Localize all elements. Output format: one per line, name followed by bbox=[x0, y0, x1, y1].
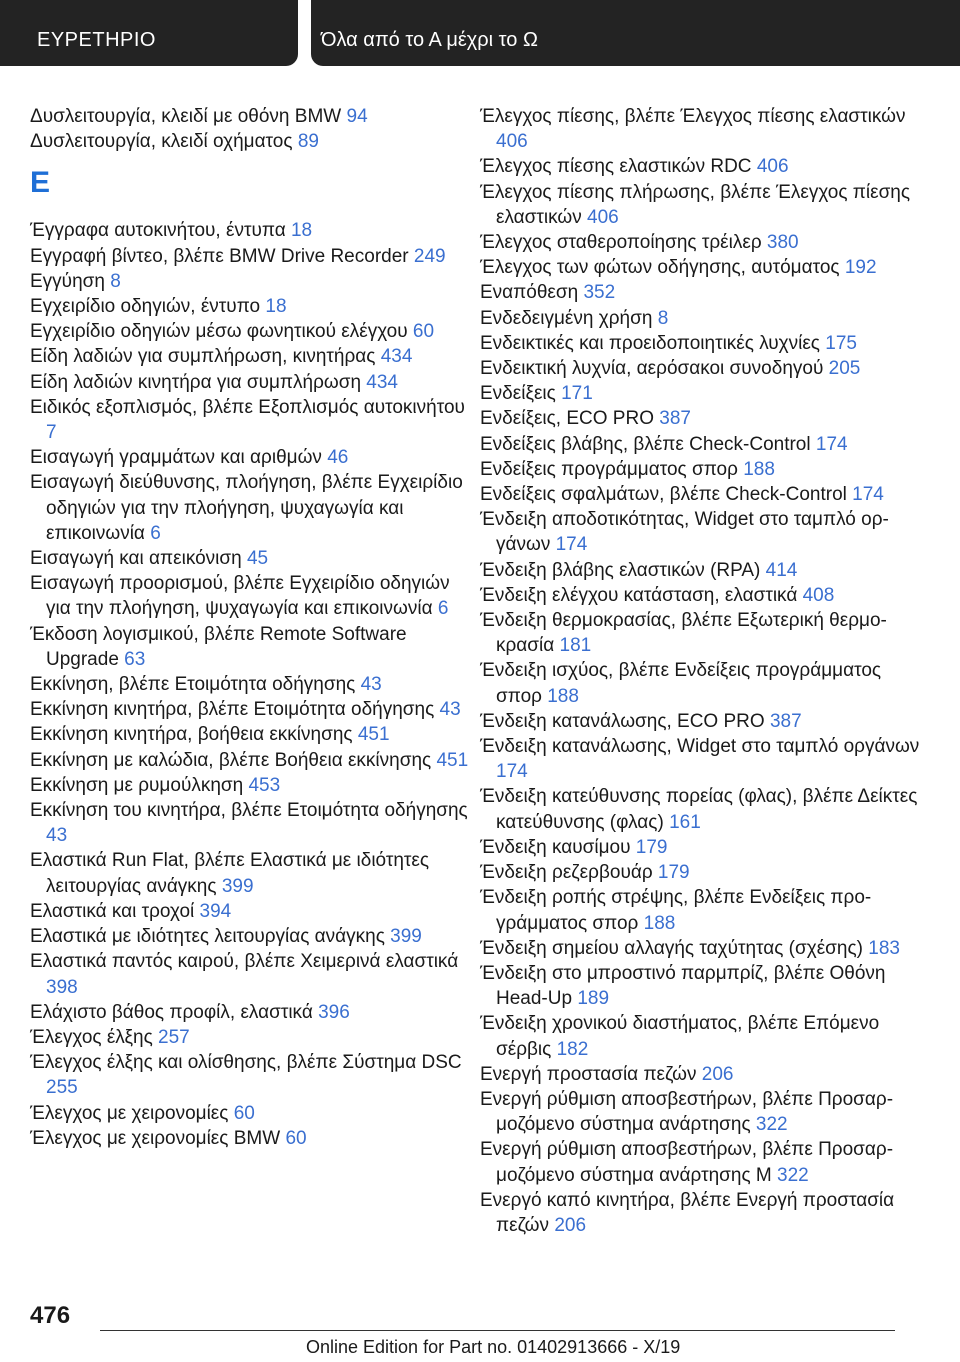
index-entry bbox=[480, 784, 930, 834]
index-page-link[interactable]: 7 bbox=[46, 422, 57, 444]
index-entry bbox=[480, 154, 930, 179]
index-entry-text: Εκκίνηση με ρυμούλκηση bbox=[30, 774, 244, 796]
index-entry-text: Έλεγχος των φώτων οδήγησης, αυτόματος bbox=[480, 257, 840, 279]
index-page-link[interactable]: 206 bbox=[701, 1063, 734, 1085]
index-entry-text: Ενεργή ρύθμιση αποσβεστήρων, βλέπε Προσαρμοζόμενο σύστημα ανάρτησης bbox=[480, 1088, 894, 1136]
index-page-link[interactable]: 387 bbox=[769, 710, 802, 732]
index-entry-text: Έλεγχος πίεσης πλήρωσης, βλέπε Έλεγχος πίεσης ελαστικών bbox=[480, 181, 911, 228]
index-entry bbox=[30, 269, 470, 294]
index-page-link[interactable]: 171 bbox=[561, 383, 593, 405]
index-page-link[interactable]: 387 bbox=[659, 408, 691, 430]
index-page-link[interactable]: 43 bbox=[46, 825, 68, 847]
index-entry bbox=[480, 1137, 930, 1187]
index-page-link[interactable]: 434 bbox=[366, 371, 398, 393]
index-page-link[interactable]: 396 bbox=[318, 1001, 350, 1023]
index-entry-text: Εισαγωγή γραμμάτων και αριθμών bbox=[30, 447, 322, 469]
index-entry-text: Εγγραφή βίντεο, βλέπε BMW Drive Recorder bbox=[30, 245, 409, 267]
index-page-link[interactable]: 46 bbox=[327, 447, 349, 469]
index-entry bbox=[30, 104, 470, 129]
index-page-link[interactable]: 6 bbox=[150, 522, 161, 544]
index-entry-text: Ενεργή προστασία πεζών bbox=[480, 1063, 697, 1085]
index-page-link[interactable]: 322 bbox=[777, 1164, 809, 1186]
index-page-link[interactable]: 179 bbox=[635, 836, 668, 858]
index-entry bbox=[30, 622, 470, 672]
index-entry-text: Ενδεδειγμένη χρήση bbox=[480, 307, 653, 329]
index-entry bbox=[480, 406, 930, 431]
index-entry-text: Έκδοση λογισμικού, βλέπε Remote Software Upgrade bbox=[30, 623, 407, 670]
index-page-link[interactable]: 8 bbox=[657, 307, 669, 329]
index-entry bbox=[480, 608, 930, 658]
index-page-link[interactable]: 43 bbox=[439, 699, 461, 721]
index-entry-text: Ένδειξη ισχύος, βλέπε Ενδείξεις προγράμματος σπορ bbox=[480, 660, 882, 707]
index-page-link[interactable]: 6 bbox=[437, 598, 449, 620]
index-letter-heading: E bbox=[30, 166, 51, 200]
index-entry bbox=[480, 432, 930, 457]
index-entry-text: Είδη λαδιών κινητήρα για συμπλήρωση bbox=[30, 371, 362, 393]
index-page-link[interactable]: 94 bbox=[346, 106, 368, 127]
index-entry-text: Εκκίνηση του κινητήρα, βλέπε Ετοιμότητα οδήγησης bbox=[30, 800, 468, 822]
index-page-link[interactable]: 174 bbox=[496, 761, 528, 783]
index-page-link[interactable]: 406 bbox=[756, 156, 789, 178]
index-column-right bbox=[480, 104, 930, 1238]
section-title: ΕΥΡΕΤΗΡΙΟ bbox=[37, 29, 156, 51]
index-entry-text: Ένδειξη χρονικού διαστήματος, βλέπε Επόμενο σέρβις bbox=[480, 1013, 880, 1060]
index-entry-text: Ειδικός εξοπλισμός, βλέπε Εξοπλισμός αυτοκινήτου bbox=[30, 396, 465, 418]
index-page-link[interactable]: 182 bbox=[556, 1038, 589, 1060]
index-entry-text: Ένδειξη στο μπροστινό παρμπρίζ, βλέπε Οθόνη Head-Up bbox=[480, 962, 886, 1010]
index-entry bbox=[30, 571, 470, 621]
index-entry-text: Εναπόθεση bbox=[480, 282, 579, 304]
index-entry-text: Ενδεικτική λυχνία, αερόσακοι συνοδηγού bbox=[480, 358, 824, 380]
index-entry-text: Εισαγωγή διεύθυνσης, πλοήγηση, βλέπε Εγχειρίδιο οδηγιών για την πλοήγηση, ψυχαγωγία και επικοινωνία bbox=[30, 472, 463, 544]
index-page-link[interactable]: 189 bbox=[577, 988, 610, 1010]
index-page-link[interactable]: 451 bbox=[436, 749, 469, 771]
index-entry bbox=[480, 381, 930, 406]
page-number: 476 bbox=[30, 1302, 71, 1329]
index-entry-text: Ελαστικά Run Flat, βλέπε Ελαστικά με ιδιότητες λειτουργίας ανάγκης bbox=[30, 850, 430, 897]
index-entry-text: Ένδειξη κατανάλωσης, ECO PRO bbox=[480, 710, 765, 732]
footer-divider bbox=[100, 1330, 895, 1331]
index-page-link[interactable]: 63 bbox=[124, 648, 146, 670]
index-page-link[interactable]: 179 bbox=[657, 862, 690, 884]
index-entry bbox=[30, 294, 470, 319]
index-entry-text: Ένδειξη κατεύθυνσης πορείας (φλας), βλέπε Δείκτες κατεύθυνσης (φλας) bbox=[480, 786, 918, 833]
index-entry bbox=[30, 319, 470, 344]
index-entry-text: Έλεγχος σταθεροποίησης τρέιλερ bbox=[480, 232, 762, 254]
index-page-link[interactable]: 174 bbox=[852, 484, 884, 506]
index-entry bbox=[480, 1087, 930, 1137]
index-entry bbox=[480, 230, 930, 255]
index-page-link[interactable]: 406 bbox=[587, 206, 619, 228]
index-entry-text: Έλεγχος με χειρονομίες bbox=[30, 1102, 229, 1124]
index-entry bbox=[30, 848, 470, 898]
index-entry bbox=[30, 344, 470, 369]
index-entry bbox=[30, 924, 470, 949]
index-page-link[interactable]: 174 bbox=[815, 433, 848, 455]
index-page-link[interactable]: 192 bbox=[844, 257, 877, 279]
index-entry bbox=[480, 507, 930, 557]
section-subtitle: Όλα από το Α μέχρι το Ω bbox=[321, 29, 538, 51]
index-entry bbox=[30, 129, 470, 154]
index-entry bbox=[480, 482, 930, 507]
index-entry bbox=[30, 748, 470, 773]
index-page-link[interactable]: 60 bbox=[233, 1102, 255, 1124]
index-entry-text: Ενδείξεις σφαλμάτων, βλέπε Check-Control bbox=[480, 484, 847, 506]
index-entry-text: Εκκίνηση κινητήρα, βοήθεια εκκίνησης bbox=[30, 724, 353, 746]
index-entry bbox=[30, 1000, 470, 1025]
index-entry-text: Ένδειξη κατανάλωσης, Widget στο ταμπλό οργάνων bbox=[480, 736, 920, 758]
index-entry bbox=[30, 1126, 470, 1151]
index-entry bbox=[30, 546, 470, 571]
index-entry-text: Ένδειξη ροπής στρέψης, βλέπε Ενδείξεις προγράμματος σπορ bbox=[480, 887, 872, 934]
index-page-link[interactable]: 414 bbox=[765, 559, 798, 581]
index-entry-text: Έγγραφα αυτοκινήτου, έντυπα bbox=[30, 220, 286, 242]
index-entry-text: Ένδειξη σημείου αλλαγής ταχύτητας (σχέσης) bbox=[480, 937, 863, 959]
index-page-link[interactable]: 406 bbox=[496, 131, 528, 153]
index-entry-text: Ενδείξεις bbox=[480, 383, 556, 405]
index-entry-text: Εκκίνηση, βλέπε Ετοιμότητα οδήγησης bbox=[30, 674, 356, 696]
index-entry bbox=[480, 280, 930, 305]
index-page-link[interactable]: 453 bbox=[248, 774, 281, 796]
index-entry-text: Δυσλειτουργία, κλειδί οχήματος bbox=[30, 131, 293, 153]
index-entry bbox=[30, 445, 470, 470]
index-entry bbox=[480, 457, 930, 482]
section-tab bbox=[0, 0, 298, 66]
index-page-link[interactable]: 43 bbox=[360, 674, 382, 696]
index-entry bbox=[480, 1188, 930, 1238]
index-page-link[interactable]: 451 bbox=[357, 724, 390, 746]
index-page-link[interactable]: 394 bbox=[199, 900, 232, 922]
index-entry-text: Ενδείξεις προγράμματος σπορ bbox=[480, 458, 738, 480]
index-entry-text: Έλεγχος πίεσης, βλέπε Έλεγχος πίεσης ελαστικών bbox=[480, 106, 906, 127]
index-entry bbox=[30, 470, 470, 546]
index-entry-text: Ενδείξεις, ECO PRO bbox=[480, 408, 654, 430]
index-column-left bbox=[30, 104, 470, 1151]
index-page-link[interactable]: 175 bbox=[825, 332, 857, 354]
index-entry bbox=[480, 709, 930, 734]
index-entry bbox=[30, 672, 470, 697]
index-entry bbox=[480, 306, 930, 331]
index-entry-text: Εγχειρίδιο οδηγιών μέσω φωνητικού ελέγχου bbox=[30, 321, 408, 343]
index-entry-text: Ενεργό καπό κινητήρα, βλέπε Ενεργή προστασία πεζών bbox=[480, 1189, 895, 1236]
index-entry bbox=[30, 370, 470, 395]
index-page-link[interactable]: 188 bbox=[547, 685, 579, 707]
index-entry-text: Έλεγχος πίεσης ελαστικών RDC bbox=[480, 156, 752, 178]
index-page-link[interactable]: 188 bbox=[643, 912, 676, 934]
index-entry bbox=[480, 658, 930, 708]
index-entry-text: Ελαστικά παντός καιρού, βλέπε Χειμερινά ελαστικά bbox=[30, 951, 459, 973]
subtitle-tab bbox=[311, 0, 960, 66]
index-entry-text: Είδη λαδιών για συμπλήρωση, κινητήρας bbox=[30, 346, 376, 368]
index-entry-text: Ελαστικά και τροχοί bbox=[30, 900, 195, 922]
index-page-link[interactable]: 183 bbox=[868, 937, 900, 959]
index-entry bbox=[480, 1062, 930, 1087]
index-entry-text: Ένδειξη θερμοκρασίας, βλέπε Εξωτερική θερμοκρασία bbox=[480, 610, 887, 657]
index-entry bbox=[30, 1050, 470, 1100]
index-page-link[interactable]: 174 bbox=[555, 534, 588, 556]
index-page-link[interactable]: 89 bbox=[297, 131, 319, 153]
index-entry-text: Ένδειξη καυσίμου bbox=[480, 836, 631, 858]
index-entry bbox=[480, 255, 930, 280]
index-entry bbox=[480, 860, 930, 885]
index-entry bbox=[480, 835, 930, 860]
index-entry-text: Εισαγωγή προορισμού, βλέπε Εγχειρίδιο οδηγιών για την πλοήγηση, ψυχαγωγία και επικοινωνία bbox=[30, 573, 450, 620]
index-entry-text: Ελαστικά με ιδιότητες λειτουργίας ανάγκης bbox=[30, 926, 385, 948]
index-page-link[interactable]: 352 bbox=[583, 282, 616, 304]
index-page-link[interactable]: 249 bbox=[413, 245, 446, 267]
index-entry-text: Ένδειξη αποδοτικότητας, Widget στο ταμπλό οργάνων bbox=[480, 509, 889, 556]
index-entry-text: Ενεργή ρύθμιση αποσβεστήρων, βλέπε Προσαρμοζόμενο σύστημα ανάρτησης M bbox=[480, 1139, 894, 1186]
index-entry-text: Ενδείξεις βλάβης, βλέπε Check-Control bbox=[480, 433, 811, 455]
index-entry bbox=[480, 936, 930, 961]
index-entry-text: Εκκίνηση με καλώδια, βλέπε Βοήθεια εκκίνησης bbox=[30, 749, 432, 771]
index-entry bbox=[480, 331, 930, 356]
index-entry bbox=[30, 1101, 470, 1126]
index-entry bbox=[30, 949, 470, 999]
index-page-link[interactable]: 188 bbox=[743, 458, 775, 480]
index-page-link[interactable]: 18 bbox=[290, 220, 313, 242]
index-page-link[interactable]: 60 bbox=[412, 321, 435, 343]
index-page-link[interactable]: 434 bbox=[380, 346, 413, 368]
index-entry bbox=[480, 734, 930, 784]
index-entry bbox=[480, 356, 930, 381]
index-entry bbox=[480, 885, 930, 935]
index-page-link[interactable]: 255 bbox=[46, 1077, 78, 1099]
index-page-link[interactable]: 45 bbox=[246, 548, 269, 570]
index-page-link[interactable]: 8 bbox=[110, 270, 121, 292]
index-page-link[interactable]: 399 bbox=[390, 926, 422, 948]
index-page-link[interactable]: 206 bbox=[554, 1214, 587, 1236]
index-page-link[interactable]: 181 bbox=[559, 635, 592, 657]
index-entry-text: Ελάχιστο βάθος προφίλ, ελαστικά bbox=[30, 1001, 313, 1023]
index-page-link[interactable]: 60 bbox=[285, 1127, 307, 1149]
index-page-link[interactable]: 380 bbox=[766, 232, 799, 254]
index-page-link[interactable]: 398 bbox=[46, 976, 78, 998]
index-entry-text: Εκκίνηση κινητήρα, βλέπε Ετοιμότητα οδήγησης bbox=[30, 699, 435, 721]
index-entry-text: Ένδειξη ρεζερβουάρ bbox=[480, 862, 653, 884]
edition-footer: Online Edition for Part no. 01402913666 - X/19 bbox=[306, 1337, 681, 1357]
index-entry bbox=[480, 1011, 930, 1061]
index-entry bbox=[480, 180, 930, 230]
index-entry-text: Ενδεικτικές και προειδοποιητικές λυχνίες bbox=[480, 332, 820, 354]
index-page-link[interactable]: 408 bbox=[802, 584, 835, 606]
index-page-link[interactable]: 205 bbox=[828, 358, 861, 380]
index-page-link[interactable]: 399 bbox=[221, 875, 254, 897]
index-entry-text: Εγγύηση bbox=[30, 270, 105, 292]
index-entry-text: Ένδειξη ελέγχου κατάσταση, ελαστικά bbox=[480, 584, 798, 606]
index-page-link[interactable]: 18 bbox=[265, 296, 287, 318]
index-entry bbox=[30, 899, 470, 924]
index-entry bbox=[30, 722, 470, 747]
index-entry bbox=[30, 773, 470, 798]
index-entry-text: Έλεγχος έλξης bbox=[30, 1026, 153, 1048]
index-entry bbox=[480, 558, 930, 583]
index-entry-text: Έλεγχος έλξης και ολίσθησης, βλέπε Σύστημα DSC bbox=[30, 1052, 462, 1074]
index-entry bbox=[30, 1025, 470, 1050]
index-page-link[interactable]: 322 bbox=[755, 1114, 788, 1136]
index-entry-text: Εγχειρίδιο οδηγιών, έντυπο bbox=[30, 296, 261, 318]
index-entry-text: Έλεγχος με χειρονομίες BMW bbox=[30, 1127, 281, 1149]
index-entry-text: Δυσλειτουργία, κλειδί με οθόνη BMW bbox=[30, 106, 342, 127]
index-page-link[interactable]: 161 bbox=[669, 811, 701, 833]
index-page-link[interactable]: 257 bbox=[158, 1026, 190, 1048]
index-entry bbox=[480, 961, 930, 1011]
index-entry-text: Ένδειξη βλάβης ελαστικών (RPA) bbox=[480, 559, 761, 581]
index-entry bbox=[30, 244, 470, 269]
index-entry bbox=[30, 798, 470, 848]
index-entry bbox=[30, 697, 470, 722]
index-entry bbox=[30, 395, 470, 445]
index-entry bbox=[480, 583, 930, 608]
index-entry bbox=[30, 218, 470, 243]
index-entry-text: Εισαγωγή και απεικόνιση bbox=[30, 548, 242, 570]
index-entry bbox=[480, 104, 930, 154]
page-header bbox=[0, 0, 960, 66]
